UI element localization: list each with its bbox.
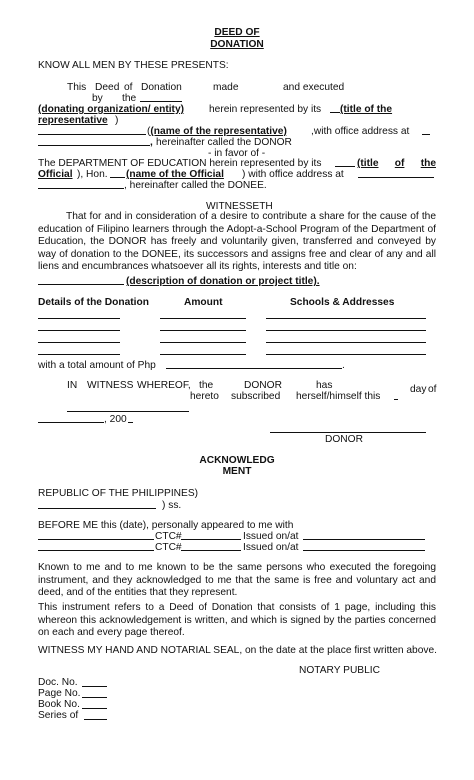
witness-the: the [199,380,214,391]
table-row-2-details-line [38,330,120,331]
table-row-3-school-line [266,342,426,343]
donor-entity-field: (donating organization/ entity) [38,104,185,115]
total-amount-line [166,368,342,369]
p1-donation: Donation [141,82,182,93]
ctc-row-2-issued-line [303,550,425,551]
witness-witness: WITNESS [87,380,134,391]
table-row-4-school-line [266,354,426,355]
p1-blank-line [422,134,430,135]
p1-executed: and executed [283,82,345,93]
witness-hand-text: WITNESS MY HAND AND NOTARIAL SEAL, on the date at the place first written above. [38,645,437,656]
p1-close-paren: ) [115,115,119,126]
series-of-line [84,719,107,720]
witness-of: of [428,384,437,395]
official-name-field: (name of the Official [126,169,224,180]
witness-whereof: WHEREOF, [137,380,191,391]
ctc-row-1-issued-line [303,539,425,540]
venue-blank-line [38,508,156,509]
witness-subscribed: subscribed [231,391,281,402]
known-paragraph: Known to me and to me known to be the same persons who executed the foregoing instrument, and they acknowledged to me that the same is free and voluntary act and deed, and of the entities that they represent. [38,562,436,599]
table-row-3-amount-line [160,342,246,343]
table-row-4-amount-line [160,354,246,355]
p1-in-favor: - in favor of - [208,148,266,159]
official-word: Official [38,169,73,180]
acknowledgment-title-line-1: ACKNOWLEDG [199,455,275,466]
p1-blank-line [110,177,125,178]
total-amount-label: with a total amount of Php [38,360,156,371]
witnesseth-heading: WITNESSETH [206,201,273,212]
ctc-row-2-issued-label: Issued on/at [243,542,299,553]
header-schools: Schools & Addresses [290,297,395,308]
republic-label: REPUBLIC OF THE PHILIPPINES) [38,488,199,499]
witness-month-line [38,422,104,423]
p1-office: ,with office address at [311,126,410,137]
p1-comma: , [150,137,153,148]
donor-signature-line [270,432,426,433]
description-blank-line [38,284,124,285]
doc-no-label: Doc. No. [38,677,78,688]
table-row-1-amount-line [160,318,246,319]
header-amount: Amount [184,297,223,308]
ctc-row-2-name-line [38,550,154,551]
p1-blank-line [38,188,124,189]
series-of-label: Series of [38,710,79,721]
official-title-field: (title of the [357,158,436,169]
representative-name-label: (name of the representative) [150,126,287,137]
representative-name-field: ((name of the representative) [147,126,287,137]
ctc-row-1-issued-label: Issued on/at [243,531,299,542]
p1-deed: Deed [95,82,120,93]
acknowledgment-title-line-2: MENT [222,466,252,477]
description-field: (description of donation or project title). [126,276,320,287]
p1-hon: ), Hon. [77,169,108,180]
book-no-label: Book No. [38,699,80,710]
witness-hereto: hereto [190,391,219,402]
ctc-row-2-label: CTC# [155,542,182,553]
donor-signature-label: DONOR [325,434,363,445]
notary-public-label: NOTARY PUBLIC [299,665,380,676]
total-period: . [342,360,345,371]
witness-in: IN [67,380,78,391]
table-row-2-amount-line [160,330,246,331]
p1-blank-line [335,166,355,167]
p1-blank-line [38,145,150,146]
witness-day: day [410,384,427,395]
witness-has: has [316,380,333,391]
document-title-line-2: DONATION [210,39,264,50]
p1-by: by [92,93,103,104]
p1-blank-line [330,112,340,113]
instrument-paragraph: This instrument refers to a Deed of Donation that consists of 1 page, including this whereon this acknowledgement is written, and which is signed by the parties concerned on each and every page thereof. [38,602,436,639]
book-no-line [82,708,107,709]
title-field-part-a: (title of the [340,104,393,115]
doc-no-line [82,686,107,687]
table-row-1-school-line [266,318,426,319]
ctc-row-1-number-line [181,539,241,540]
witness-day-line [394,399,398,400]
p1-donor-called: hereinafter called the DONOR [156,137,292,148]
witness-day-blank-line [67,411,189,412]
witness-herself: herself/himself this [296,391,381,402]
page-no-label: Page No. [38,688,81,699]
intro-text: KNOW ALL MEN BY THESE PRESENTS: [38,60,229,71]
ctc-row-2-number-line [181,550,241,551]
p1-the: the [122,93,137,104]
witness-donor: DONOR [244,380,282,391]
table-row-1-details-line [38,318,120,319]
p1-blank-line [358,177,434,178]
table-row-3-details-line [38,342,120,343]
ctc-row-1-label: CTC# [155,531,182,542]
witness-year: , 200 [104,414,127,425]
ss-label: ) ss. [162,500,182,511]
p1-blank-line [140,101,182,102]
p1-blank-line [38,134,146,135]
p1-of: of [124,82,133,93]
before-me-text: BEFORE ME this (date), personally appeared to me with [38,520,294,531]
ctc-row-1-name-line [38,539,154,540]
p1-department: The DEPARTMENT OF EDUCATION herein represented by its [38,158,322,169]
p1-office-2: ) with office address at [242,169,344,180]
consideration-paragraph: That for and in consideration of a desire to contribute a share for the cause of the education of Filipino learners through the Adopt-a-School Program of the Department of Education, the DONOR has freely and voluntarily given, transferred and conveyed by way of donation to the DONEE, its successors and assigns free and clear of any and all liens and encumbrances whatsoever all its rights, interests and title on: [38,211,436,273]
p1-herein: herein represented by its [209,104,322,115]
table-row-2-school-line [266,330,426,331]
document-title-line-1: DEED OF [214,27,260,38]
header-details: Details of the Donation [38,297,149,308]
p1-donee: , hereinafter called the DONEE. [124,180,267,191]
table-row-4-details-line [38,354,120,355]
p1-this: This [67,82,87,93]
witness-year-line [128,422,133,423]
title-field-part-b: representative [38,115,108,126]
p1-made: made [213,82,239,93]
page-no-line [82,697,107,698]
